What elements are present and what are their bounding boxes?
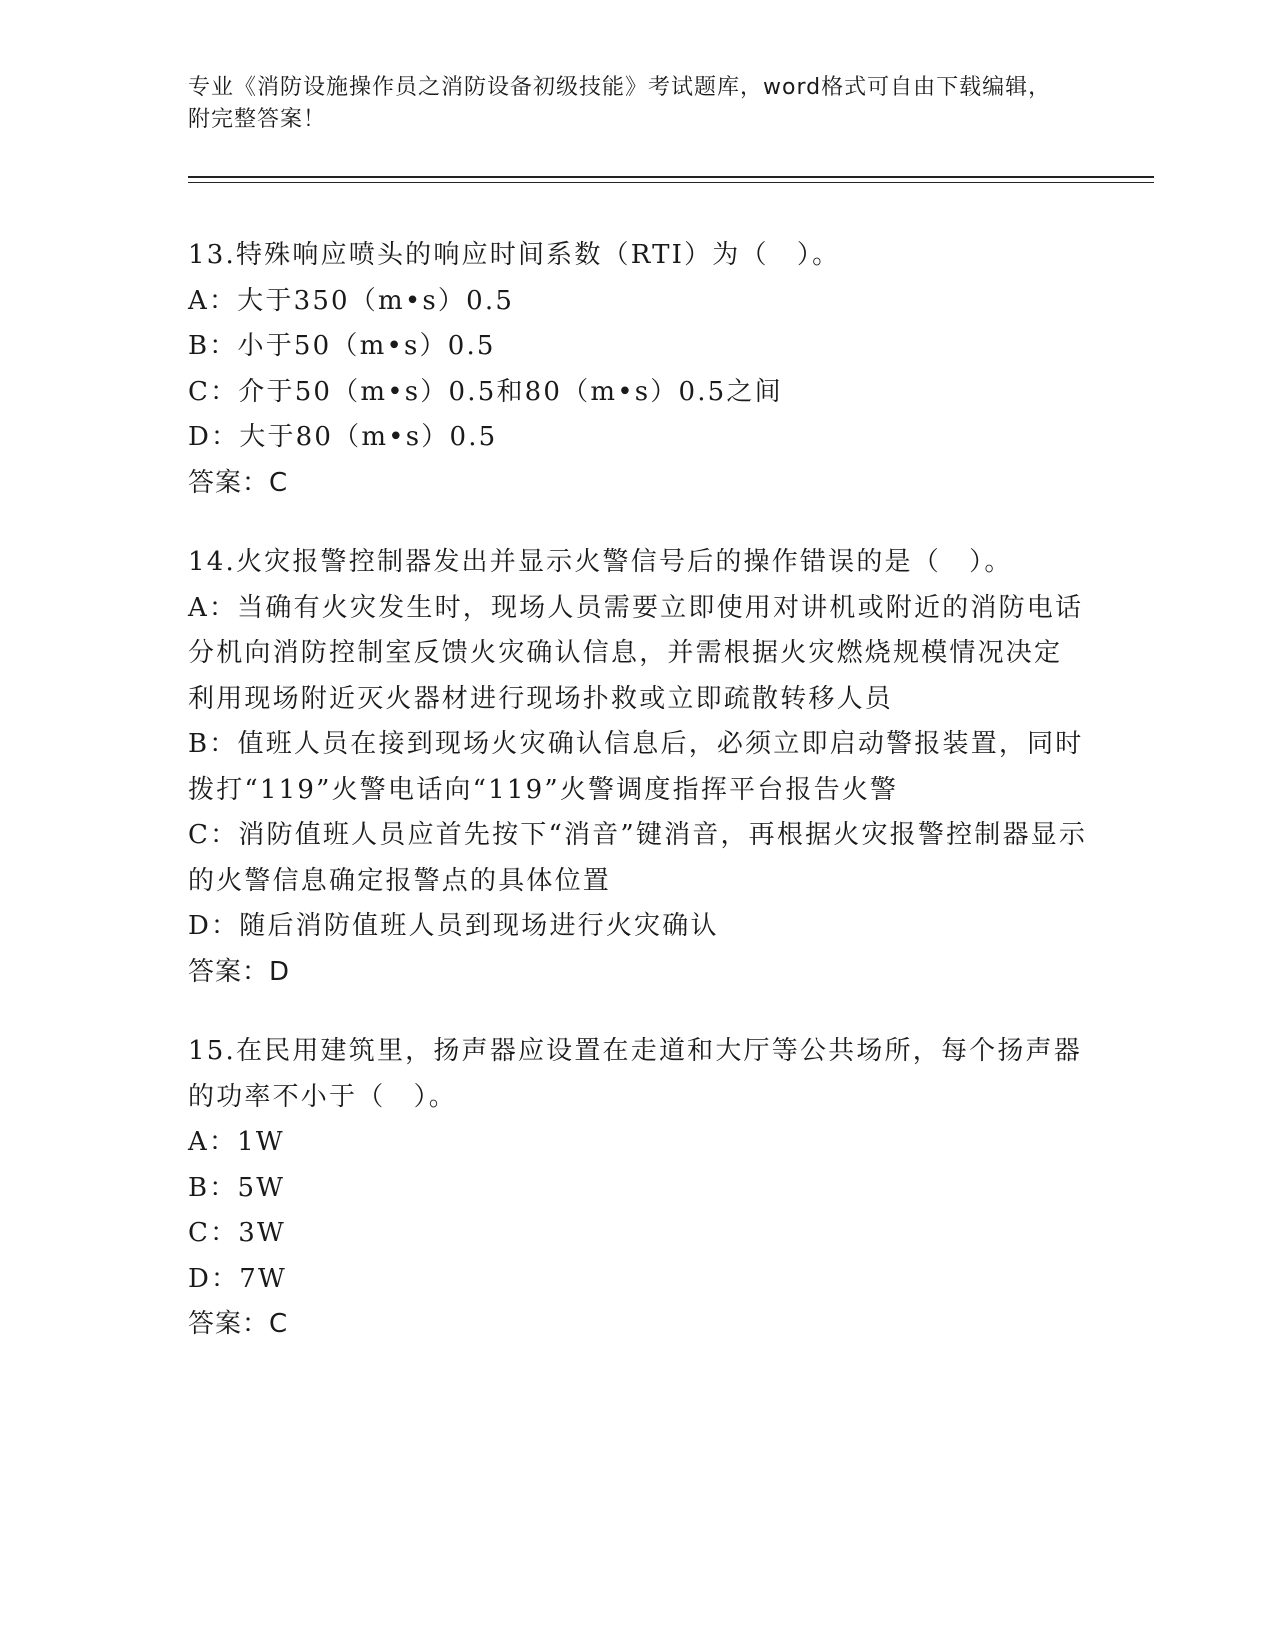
option-a: A：1W (188, 1127, 285, 1157)
option-d: D：7W (188, 1263, 287, 1294)
option-d: D：随后消防值班人员到现场进行火灾确认 (188, 911, 719, 941)
question-stem: 13.特殊响应喷头的响应时间系数（RTI）为（ ）。 (188, 240, 841, 270)
option-b: B：5W (188, 1172, 286, 1203)
document-intro: 专业《消防设施操作员之消防设备初级技能》考试题库，word格式可自由下载编辑，附完整答案！ (188, 75, 1052, 132)
option-a: A：当确有火灾发生时，现场人员需要立即使用对讲机或附近的消防电话分机向消防控制室反馈火灾确认信息，并需根据火灾燃烧规模情况决定利用现场附近灭火器材进行现场扑救或立即疏散转移人员 (188, 592, 1084, 714)
option-b: B：小于50（m•s）0.5 (188, 331, 496, 361)
question-14 (188, 540, 1088, 995)
answer-line: 答案：C (188, 1309, 289, 1339)
question-13 (188, 233, 1088, 506)
option-d: D：大于80（m•s）0.5 (188, 422, 498, 452)
option-b: B：值班人员在接到现场火灾确认信息后，必须立即启动警报装置，同时拨打“119”火警电话向“119”火警调度指挥平台报告火警 (188, 729, 1084, 805)
option-c: C：介于50（m•s）0.5和80（m•s）0.5之间 (188, 376, 783, 407)
question-15 (188, 1029, 1088, 1348)
question-list (188, 233, 1088, 1382)
header-rule-thick (188, 176, 1154, 178)
option-c: C：消防值班人员应首先按下“消音”键消音，再根据火灾报警控制器显示的火警信息确定报警点的具体位置 (188, 820, 1088, 896)
option-a: A：大于350（m•s）0.5 (188, 285, 515, 316)
question-stem: 14.火灾报警控制器发出并显示火警信号后的操作错误的是（ ）。 (188, 547, 1013, 577)
header-rule-thin (188, 182, 1154, 183)
answer-line: 答案：D (188, 956, 291, 987)
option-c: C：3W (188, 1218, 286, 1248)
question-stem: 15.在民用建筑里，扬声器应设置在走道和大厅等公共场所，每个扬声器的功率不小于（ ）。 (188, 1036, 1082, 1112)
answer-line: 答案：C (188, 467, 289, 498)
